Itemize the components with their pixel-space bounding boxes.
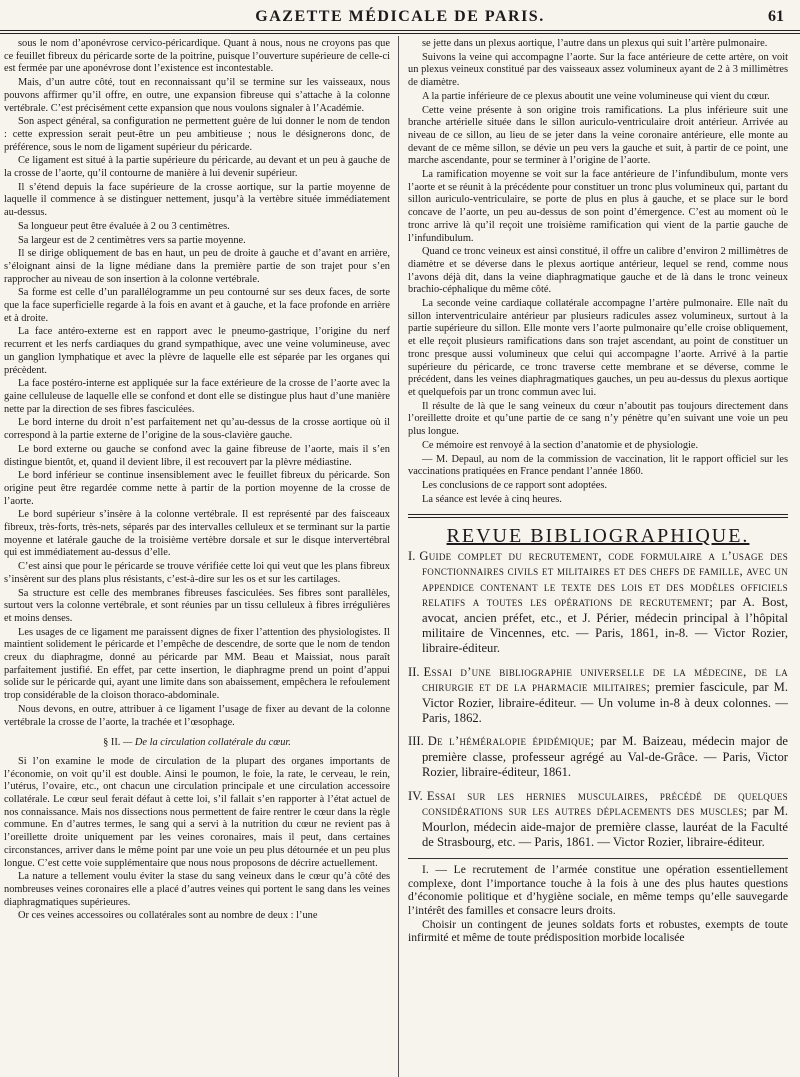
bibliography-list [408, 549, 788, 850]
paragraph: Il s’étend depuis la face supérieure de la crosse aortique, sur la partie moyenne de laquelle il commence à se distinguer nettement, jusqu’à la vertèbre située immédiatement au-dessus. [4, 181, 390, 219]
paragraph: Ce mémoire est renvoyé à la section d’anatomie et de physiologie. [422, 439, 699, 451]
paragraph: sous le nom d’aponévrose cervico-péricardique. Quant à nous, nous ne croyons pas que ce feuillet fibreux du péricarde sorte de la poitrine, puisque l’ouverture supérieure de celle-ci est fermée par une aponévrose dont l’existence est incontestable. [4, 38, 390, 75]
column-divider [398, 36, 399, 1077]
paragraph: La seconde veine cardiaque collatérale accompagne l’artère pulmonaire. Elle naît du sillon interventriculaire antérieur par plusieurs radicules assez volumineux, surtout à la partie supérieure du sillon. Elle monte vers l’aorte pulmonaire qu’elle croise obliquement, et elle reçoit plusieurs ramifications dans son trajet ascendant, au point de constituer un tronc presque aussi volumineux que celui qui accompagne l’aorte. Arrivé à la partie supérieure du péricarde, ce tronc traverse cette membrane et se déverse, comme le précédent, dans les veines diaphragmatiques gauches, un peu au-dessus du plexus aortique et quelquefois par un tronc commun avec lui. [408, 298, 788, 398]
paragraph: Quand ce tronc veineux est ainsi constitué, il offre un calibre d’environ 2 millimètres de diamètre et se déverse dans le plexus aortique antérieur, lequel se rend, comme nous l’avons déjà dit, dans la veine diaphragmatique gauche et de là dans le tronc veineux brachio-céphalique du même côté. [408, 246, 788, 296]
paragraph: Le bord supérieur s’insère à la colonne vertébrale. Il est représenté par des faisceaux fibreux, très-forts, très-nets, séparés par des intervalles celluleux et se terminant sur la partie moyenne et latérale gauche de la troisième vertèbre dorsale et sur le disque intervertébral qui est immédiatement au-dessus d’elle. [4, 509, 390, 559]
page-header [0, 0, 800, 32]
left-paragraphs-before-section [4, 38, 390, 729]
paragraph: I. — Le recrutement de l’armée constitue une opération essentiellement complexe, dont l’importance touche à la fois à une des plus hautes questions d’économie politique et d’hygiène sociale, en même temps qu’elle sauvegarde l’intérêt des familles et consacre leurs droits. [408, 863, 788, 917]
paragraph: Sa largeur est de 2 centimètres vers sa partie moyenne. [18, 234, 246, 246]
section-heading-title: — De la circulation collatérale du cœur. [123, 737, 291, 749]
bibliography-details: par A. Bost, avocat, ancien préfet, etc., et J. Périer, médecin principal à l’hôpital militaire de Vincennes, etc. — Paris, 1861, in-8. — Victor Rozier, libraire-éditeur. [422, 595, 788, 656]
bibliography-title: De l’héméralopie épidémique; [427, 734, 595, 749]
bibliography-details: par M. Baizeau, médecin major de première classe, professeur agrégé au Val-de-Grâce. — Paris, Victor Rozier, libraire-éditeur, 1861. [422, 734, 788, 780]
bibliography-item [408, 549, 788, 657]
running-title: GAZETTE MÉDICALE DE PARIS. [255, 8, 545, 25]
revue-title: REVUE BIBLIOGRAPHIQUE. [446, 525, 750, 548]
paragraph: La face antéro-externe est en rapport avec le pneumo-gastrique, l’origine du nerf recurrent et les nerfs cardiaques du grand sympathique, avec une veine volumineuse, avec un ganglion lymphatique et avec la plèvre de laquelle elle est séparée par les organes qui précèdent. [4, 326, 390, 376]
right-column [408, 38, 788, 1073]
paragraph: Il se dirige obliquement de bas en haut, un peu de droite à gauche et d’avant en arrière, s’éloignant ainsi de la ligne médiane dans la première partie de son trajet pour s’en rapprocher au niveau de son insertion à la colonne vertébrale. [4, 248, 390, 285]
header-rule-thin [0, 33, 800, 34]
paragraph: Nous devons, en outre, attribuer à ce ligament l’usage de fixer au devant de la colonne vertébrale la crosse de l’aorte, la trachée et l’œsophage. [4, 703, 390, 728]
paragraph: La ramification moyenne se voit sur la face antérieure de l’infundibulum, monte vers l’aorte et se réunit à la précédente pour constituer un tronc plus volumineux qui, partant du sillon auriculo-ventriculaire, se porte de plus en plus à gauche, et se place sur le bord concave de l’aorte, un peu au-dessus de son point d’émergence. C’est au moment où le tronc arrive là qu’il reçoit une troisième ramification qui vient de la partie gauche de l’infundibulum. [408, 169, 788, 244]
paragraph: Sa structure est celle des membranes fibreuses fasciculées. Ses fibres sont parallèles, surtout vers la colonne vertébrale, et sont réunies par un tissu celluleux à fibres irrégulières et moins denses. [4, 587, 390, 624]
paragraph: Ce ligament est situé à la partie supérieure du péricarde, au devant et un peu à gauche de la crosse de l’aorte, qu’il contourne de manière à lui devenir supérieur. [4, 155, 390, 180]
left-paragraphs-after-section [4, 756, 390, 923]
paragraph: Le bord externe ou gauche se confond avec la gaine fibreuse de l’aorte, mais il s’en distingue bientôt, et, quand il devient libre, il est recouvert par la plèvre médiastine. [4, 443, 390, 468]
bibliography-title: Essai sur les hernies musculaires, précédé de quelques considérations sur les autres déplacements des muscles; [422, 788, 788, 819]
paragraph: La séance est levée à cinq heures. [422, 493, 562, 505]
review-text [408, 863, 788, 944]
paragraph: Il résulte de là que le sang veineux du cœur n’aboutit pas toujours directement dans l’oreillette droite et qu’une partie de ce sang n’y pénètre qu’en suivant une voie un peu plus longue. [408, 400, 788, 438]
section-divider [408, 514, 788, 518]
paragraph: Choisir un contingent de jeunes soldats forts et robustes, exempts de toute infirmité et même de toute prédisposition morbide localisée [408, 917, 788, 945]
bibliography-number: I. [408, 549, 416, 564]
bibliography-title: Essai d’une bibliographie universelle de la médecine, de la chirurgie et de la pharmacie militaires; [422, 664, 788, 695]
bibliography-details: par M. Mourlon, médecin aide-major de première classe, lauréat de la Faculté de Strasbourg, etc. — Paris, 1861. — Victor Rozier, libraire-éditeur. [422, 804, 788, 849]
paragraph: Or ces veines accessoires ou collatérales sont au nombre de deux : l’une [18, 910, 318, 922]
paragraph: Suivons la veine qui accompagne l’aorte. Sur la face antérieure de cette artère, on voit un plexus veineux constitué par des vaisseaux assez volumineux ayant de 2 à 3 millimètres de diamètre. [408, 51, 788, 89]
paragraph: Les usages de ce ligament me paraissent dignes de fixer l’attention des physiologistes. Il maintient solidement le péricarde et l’empêche de descendre, de sorte que le nom de tendon creux du diaphragme, donné au péricarde par MM. Beau et Maissiat, nous paraît parfaitement justifié. En effet, par cette insertion, le diaphragme prend un point d’appui solide sur le péricarde qui, ayant une limite dans son abaissement, empêchera le refoulement trop considérable de la cloison thoraco-abdominale. [4, 626, 390, 702]
paragraph: Le bord inférieur se continue insensiblement avec le feuillet fibreux du péricarde. Son origine peut être regardée comme nette à partir de la portion moyenne de la crosse de l’aorte. [4, 470, 390, 507]
bibliography-number: III. [408, 734, 424, 749]
bibliography-number: IV. [408, 788, 423, 803]
paragraph: A la partie inférieure de ce plexus aboutit une veine volumineuse qui vient du cœur. [422, 90, 770, 102]
bibliography-item [408, 665, 788, 727]
section-heading-number: § II. [103, 737, 121, 749]
bibliography-rule [408, 858, 788, 859]
bibliography-details: premier fascicule, par M. Victor Rozier, libraire-éditeur. — Un volume in-8 à deux colonnes. — Paris, 1862. [422, 680, 788, 726]
paragraph: Le bord interne du droit n’est parfaitement net qu’au-dessus de la crosse aortique où il correspond à la partie externe de l’origine de la sous-clavière gauche. [4, 417, 390, 442]
paragraph: Les conclusions de ce rapport sont adoptées. [422, 479, 607, 491]
paragraph: Si l’on examine le mode de circulation de la plupart des organes importants de l’économie, on voit qu’il est double. Ainsi le poumon, le foie, la rate, le cerveau, le rein, l’utérus, l’ovaire, etc., ont chacun une circulation principale et une circulation accessoire collatérale. Le cœur seul ferait défaut à cette loi, s’il fallait s’en rapporter à l’état actuel de nos connaissance. Mais nos dissections nous permettent de faire rentrer le cœur dans la règle commune. En d’autres termes, le sang qui a servi à la nutrition du cœur ne revient pas à l’oreillette droite uniquement par les veines coronaires, mais il peut, dans certaines circonstances, arriver dans le même point par une voie un peu plus détournée et un peu plus longue. C’est cette voie supplémentaire que nous nous proposons de décrire actuellement. [4, 755, 390, 869]
paragraph: Cette veine présente à son origine trois ramifications. La plus inférieure suit une branche artérielle située dans le sillon auriculo-ventriculaire droit antérieur. Arrivée au niveau de ce sillon, au lieu de se jeter dans la veine coronaire antérieure, elle monte au devant de ce même sillon, se dévie un peu vers la gauche et suit, à partir de ce point, une marche ascendante, pour se terminer à l’origine de l’aorte. [408, 104, 788, 167]
bibliography-item [408, 789, 788, 851]
paragraph: Mais, d’un autre côté, tout en reconnaissant qu’il se termine sur les vaisseaux, nous pouvons affirmer qu’il offre, en outre, une expansion fibreuse qui s’attache à la colonne vertébrale. C’est précisément cette expansion que nous voulons signaler à l’Académie. [4, 77, 390, 114]
paragraph: Sa longueur peut être évaluée à 2 ou 3 centimètres. [18, 220, 230, 232]
paragraph: La nature a tellement voulu éviter la stase du sang veineux dans le cœur qu’à côté des nombreuses veines coronaires elle a placé d’autres veines qui portent le sang dans les veines diaphragmatiques supérieures. [4, 871, 390, 908]
page-number: 61 [768, 8, 784, 25]
right-paragraphs [408, 38, 788, 506]
paragraph: Son aspect général, sa configuration ne permettent guère de lui donner le nom de tendon : cette expression serait peut-être un peu ambitieuse ; nous le désignerons donc, de préférence, sous le nom de ligament supérieur du péricarde. [4, 116, 390, 153]
bibliography-number: II. [408, 664, 420, 679]
paragraph: — M. Depaul, au nom de la commission de vaccination, lit le rapport officiel sur les vaccinations pratiquées en France pendant l’année 1860. [408, 453, 788, 478]
left-column [4, 38, 390, 1073]
section-heading [4, 737, 390, 750]
paragraph: se jette dans un plexus aortique, l’autre dans un plexus qui suit l’artère pulmonaire. [422, 38, 768, 49]
bibliography-item [408, 734, 788, 780]
header-rule [0, 30, 800, 31]
paragraph: La face postéro-interne est appliquée sur la face extérieure de la crosse de l’aorte avec la gaine celluleuse de laquelle elle se confond et dont elle se distingue plus haut d’une manière nette par la direction de ses fibres fasciculées. [4, 378, 390, 415]
paragraph: C’est ainsi que pour le péricarde se trouve vérifiée cette loi qui veut que les plans fibreux s’insèrent sur des plans plus résistants, c’est-à-dire sur les os et sur les cartilages. [4, 561, 390, 585]
paragraph: Sa forme est celle d’un parallélogramme un peu contourné sur ses deux faces, de sorte que la face superficielle regarde à la fois en avant et à gauche, et la face profonde en arrière et à droite. [4, 287, 390, 324]
bibliography-title: Guide complet du recrutement, code formulaire a l’usage des fonctionnaires civils et militaires et des chefs de famille, avec un appendice contenant le texte des lois et des modèles officiels relatifs a toutes les opérations de recrutement; [419, 549, 788, 610]
